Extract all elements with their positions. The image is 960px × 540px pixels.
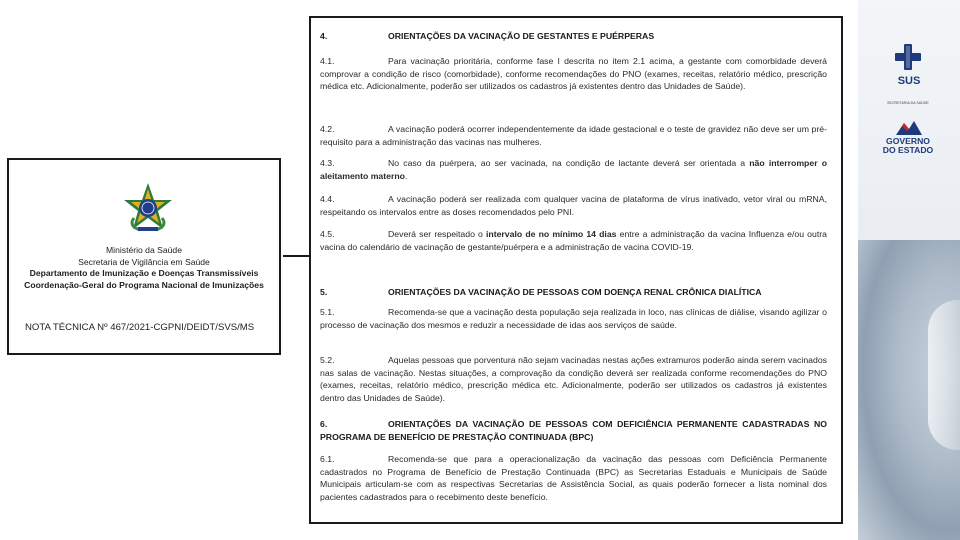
ministry-line: Secretaria de Vigilância em Saúde	[78, 256, 210, 267]
governo-line: DO ESTADO	[882, 145, 934, 156]
paragraph-number: 4.3.	[320, 158, 335, 168]
paragraph-bold-text: intervalo de no mínimo 14 dias	[485, 229, 617, 239]
section-title: ORIENTAÇÕES DA VACINAÇÃO DE GESTANTES E PUÉRPERAS	[388, 31, 655, 41]
paragraph	[320, 228, 827, 253]
section-number: 6.	[320, 419, 328, 429]
paragraph-text: Deverá ser respeitado o	[388, 229, 486, 239]
section-title: ORIENTAÇÕES DA VACINAÇÃO DE PESSOAS COM DEFICIÊNCIA PERMANENTE CADASTRADAS NO PROGRAMA DE BENEFÍCIO DE PRESTAÇÃO CONTINUADA (BPC)	[320, 419, 827, 442]
paragraph	[320, 123, 827, 148]
paragraph-text: Recomenda-se que a vacinação desta população seja realizada in loco, nas clínicas de diálise, visando agilizar o processo de vacinação dos mesmos e reduzir a necessidade de idas aos serviços de saúde.	[320, 307, 827, 330]
paragraph-text: Recomenda-se que para a operacionalização da vacinação das pessoas com Deficiência Permanente cadastrados no Programa de Benefício de Prestação Continuada (BPC) as Secretarias Estaduais e Municipais de Saúde Municipais articulam-se com as respectivas Secretarias de Assistência Social, as quais poderão fornecer a lista nominal dos pacientes cadastrados para o recebimento deste benefício.	[320, 454, 827, 502]
governo-line: GOVERNO	[886, 136, 930, 146]
paragraph	[320, 453, 827, 503]
governo-logo-icon	[896, 119, 922, 135]
ministry-info-box	[7, 158, 281, 355]
paragraph-text: A vacinação poderá ser realizada com qualquer vacina de plataforma de vírus inativado, vetor viral ou mRNA, respeitando os intervalos entre as doses recomendados pelo PNI.	[320, 194, 827, 217]
paragraph	[320, 354, 827, 404]
ministry-lines	[9, 245, 279, 291]
section-heading	[320, 30, 827, 43]
paragraph-number: 5.1.	[320, 307, 335, 317]
paragraph-bold-text: não interromper o aleitamento materno	[320, 158, 827, 181]
nota-tecnica-label: NOTA TÉCNICA Nº 467/2021-CGPNI/DEIDT/SVS/MS	[25, 322, 255, 333]
paragraph-number: 4.5.	[320, 229, 335, 239]
paragraph-text-end: .	[404, 170, 408, 181]
sus-cross-icon	[893, 42, 923, 72]
paragraph	[320, 157, 827, 182]
paragraph-number: 6.1.	[320, 454, 335, 464]
section-heading	[320, 286, 827, 299]
coat-of-arms-icon	[122, 182, 174, 234]
paragraph-number: 4.2.	[320, 124, 335, 134]
paragraph-number: 4.4.	[320, 194, 335, 204]
paragraph-text: A vacinação poderá ocorrer independentemente da idade gestacional e o teste de gravidez não deve ser um pré-requisito para a administração das vacinas nas mulheres.	[320, 124, 827, 147]
sus-label: SUS	[897, 75, 921, 87]
ministry-line: Ministério da Saúde	[106, 245, 182, 255]
paragraph	[320, 55, 827, 93]
section-heading	[320, 418, 827, 443]
paragraph-text-end: entre a administração da vacina Influenza e/ou outra vacina do calendário de vacinação de gestante/puérpera e a administração de vacina COVID-19.	[320, 229, 827, 252]
paragraph-text: Para vacinação prioritária, conforme fase I descrita no item 2.1 acima, a gestante com comorbidade deverá comprovar a condição de risco (comorbidade), conforme recomendações do PNO (exames, receitas, relatório médico, prescrição médica etc. Adicionalmente, poderão ser utilizados os cadastros já existentes dentro das Unidades de Saúde).	[320, 56, 827, 92]
ministry-line: Departamento de Imunização e Doenças Transmissíveis	[29, 268, 259, 278]
connector-line	[283, 255, 309, 257]
paragraph	[320, 306, 827, 331]
ministry-line: Coordenação-Geral do Programa Nacional de Imunizações	[24, 279, 264, 290]
governo-label	[872, 137, 944, 156]
section-number: 4.	[320, 31, 328, 41]
paragraph-text: No caso da puérpera, ao ser vacinada, na condição de lactante deverá ser orientada a	[388, 158, 750, 168]
secretaria-label: SECRETARIA DA SAÚDE	[887, 101, 929, 105]
paragraph-text: Aquelas pessoas que porventura não sejam vacinadas nestas ações extramuros poderão ainda serem vacinados nas salas de vacinação. Nestas situações, a comprovação da condição deverá ser realizada conforme recomendações do PNO (exames, receitas, relatório médico, prescrição médica etc. Adicionalmente, poderão ser utilizados os cadastros já existentes dentro das Unidades de Saúde).	[320, 355, 827, 403]
paragraph	[320, 193, 827, 218]
vial-shape	[928, 300, 960, 450]
section-title: ORIENTAÇÕES DA VACINAÇÃO DE PESSOAS COM DOENÇA RENAL CRÔNICA DIALÍTICA	[388, 287, 762, 297]
document-page	[309, 16, 843, 524]
section-number: 5.	[320, 287, 328, 297]
paragraph-number: 4.1.	[320, 56, 335, 66]
paragraph-number: 5.2.	[320, 355, 335, 365]
